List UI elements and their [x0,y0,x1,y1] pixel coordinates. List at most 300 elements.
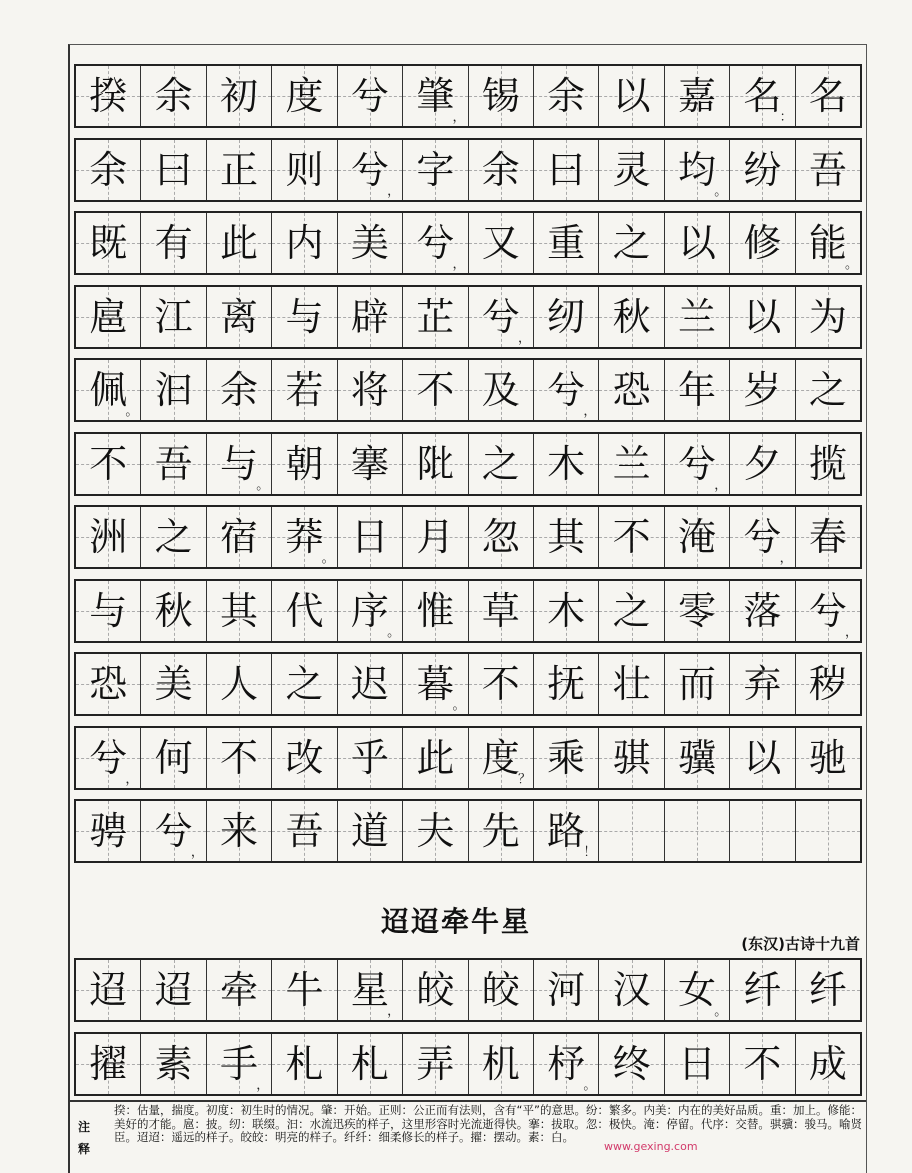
grid-cell [665,66,730,126]
grid-cell [403,287,468,347]
grid-cell [599,654,664,714]
grid-cell [207,360,272,420]
punctuation-mark: 。 [387,624,401,640]
character: 修 [743,221,782,265]
character: 此 [220,221,259,265]
grid-row [74,64,862,128]
character: 驰 [808,735,847,780]
grid-cell [730,66,795,126]
character: 而 [678,662,717,706]
grid-cell [141,960,206,1020]
character: 兮 [350,147,389,192]
punctuation-mark: ， [583,404,597,419]
character: 河 [547,968,586,1012]
grid-cell [338,654,403,714]
grid-cell [730,434,795,494]
character: 吾 [154,441,193,486]
character: 名 [808,74,847,118]
character: 揆 [89,74,128,118]
punctuation-mark: ， [387,1004,401,1019]
character: 兰 [678,294,717,339]
punctuation-mark: ， [714,477,728,493]
grid-cell [534,801,599,861]
character: 暮 [416,662,455,706]
character: 之 [285,662,324,706]
grid-cell [207,801,272,861]
grid-cell [272,654,337,714]
grid-cell [207,140,272,200]
punctuation-mark: ， [387,183,401,199]
character: 此 [416,735,455,780]
grid-cell [338,507,403,567]
grid-cell [207,1034,272,1094]
character: 吾 [285,809,324,853]
grid-cell [76,728,141,788]
grid-cell [141,360,206,420]
character: 既 [89,221,128,265]
character: 揽 [808,441,847,486]
character: 手 [220,1042,259,1086]
character: 余 [89,147,128,192]
grid-cell [599,213,664,273]
character: 及 [481,368,520,412]
grid-row [74,138,862,202]
character: 搴 [350,441,389,486]
grid-cell [534,287,599,347]
character: 人 [220,662,259,706]
character: 迢 [89,968,128,1012]
character: 余 [481,147,520,192]
character: 成 [808,1042,847,1086]
character: 汩 [154,368,193,412]
punctuation-mark: ？ [517,771,531,787]
grid-cell [403,507,468,567]
grid-cell [665,434,730,494]
punctuation-mark: 。 [714,183,728,199]
grid-cell [730,360,795,420]
grid-cell [141,140,206,200]
character: 恐 [89,662,128,706]
grid-cell [469,654,534,714]
character: 将 [350,368,389,412]
poem-title: 迢迢牵牛星 [380,905,531,938]
grid-cell [665,654,730,714]
grid-cell [338,1034,403,1094]
punctuation-mark: 。 [845,257,859,272]
grid-cell [76,66,141,126]
character: 兮 [743,515,782,559]
grid-cell [534,360,599,420]
character: 兮 [547,368,586,412]
grid-cell [403,1034,468,1094]
character: 芷 [416,294,455,339]
character: 嘉 [678,74,717,118]
grid-cell [730,1034,795,1094]
grid-cell [599,66,664,126]
punctuation-mark: ！ [583,845,597,860]
character: 骐 [612,735,651,780]
grid-cell [599,140,664,200]
character: 与 [220,441,259,486]
grid-cell [141,728,206,788]
character: 代 [285,588,324,633]
grid-cell [272,434,337,494]
character: 兮 [481,294,520,339]
grid-cell [665,213,730,273]
grid-row [74,505,862,569]
grid-cell [599,507,664,567]
grid-row [74,958,862,1022]
character: 星 [350,968,389,1012]
grid-cell [469,434,534,494]
character: 先 [481,809,520,853]
punctuation-mark: ， [517,330,531,346]
grid-cell [599,1034,664,1094]
character: 肇 [416,74,455,118]
grid-cell [796,801,860,861]
grid-cell [76,434,141,494]
character: 杼 [547,1042,586,1086]
character: 扈 [89,294,128,339]
grid-cell [730,213,795,273]
character: 初 [220,74,259,118]
character: 春 [808,515,847,559]
grid-cell [469,960,534,1020]
character: 零 [678,588,717,633]
character: 木 [547,588,586,633]
grid-cell [76,1034,141,1094]
grid-cell [469,287,534,347]
grid-cell [730,728,795,788]
character: 兮 [808,588,847,633]
grid-cell [469,801,534,861]
grid-cell [76,360,141,420]
character: 草 [481,588,520,633]
character: 汉 [612,968,651,1012]
character: 终 [612,1042,651,1086]
grid-cell [796,960,860,1020]
poem-author: (东汉)古诗十九首 [741,935,860,953]
character: 度 [481,735,520,780]
character: 曰 [547,147,586,192]
punctuation-mark: 。 [125,404,139,419]
grid-cell [272,140,337,200]
grid-cell [403,213,468,273]
character: 莽 [285,515,324,559]
grid-cell [730,507,795,567]
character: 秋 [154,588,193,633]
character: 余 [547,74,586,118]
character: 为 [808,294,847,339]
grid-row [74,432,862,496]
grid-cell [76,801,141,861]
character: 纫 [547,294,586,339]
grid-cell [141,1034,206,1094]
grid-cell [338,360,403,420]
character: 岁 [743,368,782,412]
grid-cell [272,507,337,567]
grid-cell [665,581,730,641]
character: 美 [350,221,389,265]
grid-cell [730,654,795,714]
character: 骋 [89,809,128,853]
grid-cell [796,66,860,126]
grid-cell [796,507,860,567]
grid-cell [796,654,860,714]
character: 木 [547,441,586,486]
character: 不 [89,441,128,486]
grid-cell [141,213,206,273]
punctuation-mark: 。 [452,698,466,713]
character: 乘 [547,735,586,780]
punctuation-mark: 。 [256,477,270,493]
grid-cell [730,287,795,347]
character: 度 [285,74,324,118]
grid-cell [272,581,337,641]
grid-cell [272,287,337,347]
grid-cell [534,654,599,714]
character: 何 [154,735,193,780]
grid-cell [796,434,860,494]
grid-cell [534,581,599,641]
grid-row [74,211,862,275]
character: 道 [350,809,389,853]
grid-cell [730,581,795,641]
grid-cell [141,801,206,861]
grid-cell [207,287,272,347]
grid-row [74,726,862,790]
character: 迟 [350,662,389,706]
character: 不 [743,1042,782,1086]
grid-cell [76,507,141,567]
grid-cell [730,801,795,861]
grid-cell [272,801,337,861]
character: 擢 [89,1042,128,1086]
punctuation-mark: ， [125,771,139,787]
grid-cell [665,960,730,1020]
character: 佩 [89,368,128,412]
character: 淹 [678,515,717,559]
grid-cell [141,287,206,347]
character: 江 [154,294,193,339]
grid-cell [141,66,206,126]
character: 之 [612,221,651,265]
grid-cell [403,66,468,126]
grid-cell [469,66,534,126]
grid-cell [469,140,534,200]
grid-cell [338,140,403,200]
grid-cell [796,287,860,347]
character: 纤 [743,968,782,1012]
character: 迢 [154,968,193,1012]
grid-cell [141,434,206,494]
grid-cell [599,801,664,861]
grid-cell [796,360,860,420]
character: 余 [220,368,259,412]
grid-cell [665,140,730,200]
character: 洲 [89,515,128,559]
grid-cell [403,434,468,494]
character: 来 [220,809,259,853]
grid-cell [403,140,468,200]
grid-cell [730,140,795,200]
character: 以 [743,735,782,780]
character: 札 [350,1042,389,1086]
character: 灵 [612,147,651,192]
grid-cell [534,1034,599,1094]
grid-cell [76,960,141,1020]
punctuation-mark: ， [190,845,204,860]
character: 有 [154,221,193,265]
grid-cell [141,581,206,641]
grid-cell [599,287,664,347]
punctuation-mark: ， [845,624,859,640]
character: 曰 [154,147,193,192]
grid-cell [796,213,860,273]
character: 余 [154,74,193,118]
grid-cell [403,801,468,861]
character: 弃 [743,662,782,706]
grid-cell [338,287,403,347]
character: 纷 [743,147,782,192]
character: 内 [285,221,324,265]
grid-cell [272,728,337,788]
grid-cell [272,960,337,1020]
grid-cell [469,507,534,567]
grid-cell [469,1034,534,1094]
character: 日 [678,1042,717,1086]
grid-cell [403,960,468,1020]
grid-row [74,652,862,716]
character: 阰 [416,441,455,486]
character: 皎 [416,968,455,1012]
character: 吾 [808,147,847,192]
grid-row [74,579,862,643]
character: 忽 [481,515,520,559]
grid-cell [272,360,337,420]
grid-cell [338,66,403,126]
character: 不 [416,368,455,412]
character: 兮 [154,809,193,853]
character: 抚 [547,662,586,706]
grid-cell [403,728,468,788]
character: 不 [481,662,520,706]
character: 牛 [285,968,324,1012]
character: 重 [547,221,586,265]
character: 牵 [220,968,259,1012]
character: 月 [416,515,455,559]
grid-cell [272,213,337,273]
grid-cell [338,960,403,1020]
grid-cell [338,801,403,861]
grid-cell [338,434,403,494]
grid-cell [599,360,664,420]
grid-cell [599,434,664,494]
grid-cell [796,581,860,641]
character: 皎 [481,968,520,1012]
grid-cell [272,66,337,126]
grid-cell [207,960,272,1020]
grid-cell [141,654,206,714]
character: 之 [154,515,193,559]
grid-cell [534,960,599,1020]
character: 兮 [350,74,389,118]
grid-row [74,799,862,863]
punctuation-mark: ： [779,110,793,125]
character: 秽 [808,662,847,706]
character: 夫 [416,809,455,853]
character: 其 [220,588,259,633]
grid-cell [534,434,599,494]
punctuation-mark: ， [452,257,466,272]
character: 札 [285,1042,324,1086]
character: 恐 [612,368,651,412]
grid-cell [665,507,730,567]
punctuation-mark: 。 [583,1078,597,1093]
punctuation-mark: 。 [321,551,335,566]
character: 之 [808,368,847,412]
grid-cell [141,507,206,567]
grid-cell [534,213,599,273]
punctuation-mark: ， [452,110,466,125]
grid-cell [599,581,664,641]
grid-row [74,1032,862,1096]
grid-cell [599,728,664,788]
grid-cell [730,960,795,1020]
grid-cell [272,1034,337,1094]
character: 落 [743,588,782,633]
character: 能 [808,221,847,265]
character: 与 [285,294,324,339]
grid-cell [338,213,403,273]
character: 秋 [612,294,651,339]
character: 名 [743,74,782,118]
grid-cell [469,581,534,641]
grid-cell [76,140,141,200]
character: 乎 [350,735,389,780]
grid-cell [665,728,730,788]
character: 若 [285,368,324,412]
character: 路 [547,809,586,853]
character: 离 [220,294,259,339]
character: 兮 [416,221,455,265]
character: 骥 [678,735,717,780]
grid-row [74,285,862,349]
character: 字 [416,147,455,192]
grid-cell [665,801,730,861]
character: 不 [612,515,651,559]
character: 序 [350,588,389,633]
character: 以 [678,221,717,265]
character: 朝 [285,441,324,486]
grid-cell [76,581,141,641]
grid-cell [796,140,860,200]
character: 兰 [612,441,651,486]
grid-cell [76,287,141,347]
grid-cell [796,1034,860,1094]
grid-cell [207,581,272,641]
character: 又 [481,221,520,265]
character: 宿 [220,515,259,559]
punctuation-mark: ， [256,1078,270,1093]
character: 辟 [350,294,389,339]
character: 年 [678,368,717,412]
grid-cell [599,960,664,1020]
grid-cell [534,728,599,788]
grid-cell [207,654,272,714]
grid-cell [469,360,534,420]
character: 其 [547,515,586,559]
